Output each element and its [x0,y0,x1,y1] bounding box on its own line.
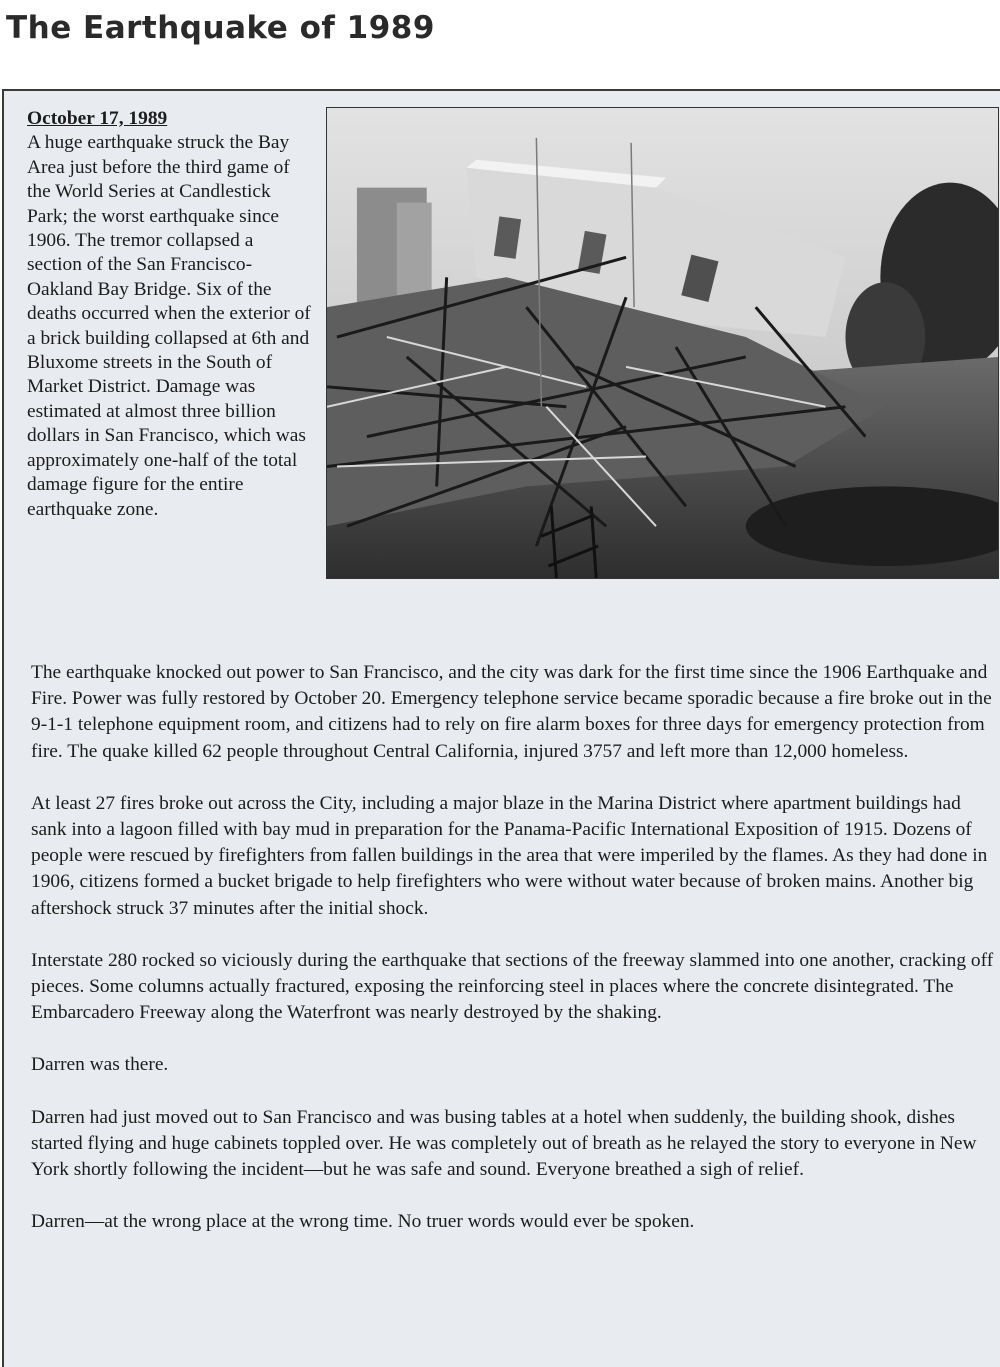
article-body [31,660,999,1261]
collapsed-building-photo [326,107,999,579]
intro-column [27,107,312,522]
paragraph-power-outage: The earthquake knocked out power to San Francisco, and the city was dark for the first time since the 1906 Earthquake and Fire. Power was fully restored by October 20. Emergency telephone service became sporadic because a fire broke out in the 9-1-1 telephone equipment room, and citizens had to rely on fire alarm boxes for three days for emergency protection from fire. The quake killed 62 people throughout Central California, injured 3757 and left more than 12,000 homeless. [31,662,992,762]
article-date: October 17, 1989 [27,108,168,129]
paragraph-closing: Darren—at the wrong place at the wrong time. No truer words would ever be spoken. [31,1211,695,1233]
paragraph-darren-story: Darren had just moved out to San Francisco and was busing tables at a hotel when suddenly, the building shook, dishes started flying and huge cabinets toppled over. He was completely out of breath as he relayed the story to everyone in New York shortly following the incident—but he was safe and sound. Everyone breathed a sigh of relief. [31,1106,977,1181]
intro-text: A huge earthquake struck the Bay Area just before the third game of the World Series at Candlestick Park; the worst earthquake since 1906. The tremor collapsed a section of the San Francisco-Oakland Bay Bridge. Six of the deaths occurred when the exterior of a brick building collapsed at 6th and Bluxome streets in the South of Market District. Damage was estimated at almost three billion dollars in San Francisco, which was approximately one-half of the total damage figure for the entire earthquake zone. [27,132,311,520]
paragraph-freeways: Interstate 280 rocked so viciously during the earthquake that sections of the freeway slammed into one another, cracking off pieces. Some columns actually fractured, exposing the reinforcing steel in places where the concrete disintegrated. The Embarcadero Freeway along the Waterfront was nearly destroyed by the shaking. [31,949,994,1024]
page-title: The Earthquake of 1989 [6,10,435,46]
paragraph-fires: At least 27 fires broke out across the City, including a major blaze in the Marina District where apartment buildings had sank into a lagoon filled with bay mud in preparation for the Panama-Pacific International Exposition of 1915. Dozens of people were rescued by firefighters from fallen buildings in the area that were imperiled by the flames. As they had done in 1906, citizens formed a bucket brigade to help firefighters who were without water because of broken mains. Another big aftershock struck 37 minutes after the initial shock. [31,792,988,919]
photo-image [327,108,998,578]
paragraph-darren-there: Darren was there. [31,1054,169,1076]
